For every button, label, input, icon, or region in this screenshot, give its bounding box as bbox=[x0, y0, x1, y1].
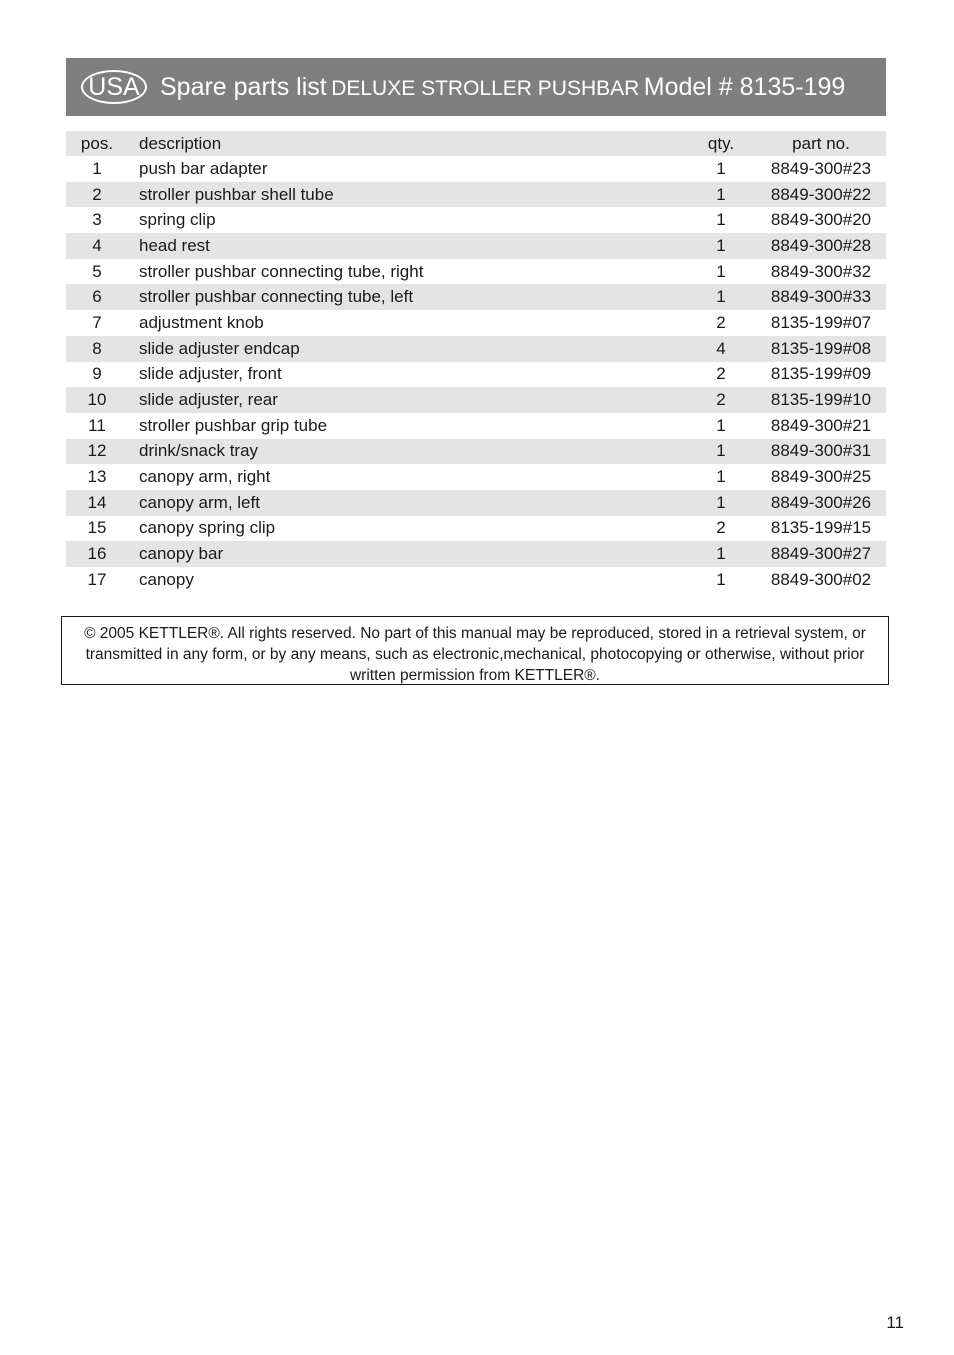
table-row bbox=[66, 516, 886, 542]
cell-qty: 2 bbox=[686, 387, 756, 413]
cell-part-no: 8135-199#10 bbox=[756, 387, 886, 413]
title-product: DELUXE STROLLER PUSHBAR bbox=[331, 76, 640, 100]
title-model: Model # 8135-199 bbox=[643, 72, 846, 101]
parts-table-body bbox=[66, 156, 886, 593]
cell-description: push bar adapter bbox=[139, 158, 268, 178]
cell-qty: 2 bbox=[716, 312, 726, 332]
cell-description: stroller pushbar shell tube bbox=[128, 182, 686, 208]
cell-part-no: 8849-300#23 bbox=[770, 158, 872, 178]
cell-qty: 1 bbox=[686, 233, 756, 259]
cell-description: adjustment knob bbox=[139, 312, 264, 332]
cell-part-no: 8849-300#02 bbox=[770, 569, 872, 589]
cell-pos: 7 bbox=[92, 312, 102, 332]
cell-part-no: 8135-199#07 bbox=[770, 312, 872, 332]
cell-qty: 1 bbox=[716, 467, 726, 487]
cell-part-no: 8849-300#21 bbox=[770, 415, 872, 435]
cell-qty: 2 bbox=[716, 518, 726, 538]
cell-pos: 9 bbox=[92, 364, 102, 384]
cell-qty: 1 bbox=[716, 415, 726, 435]
table-row bbox=[66, 490, 886, 516]
cell-pos: 15 bbox=[87, 518, 107, 538]
title-main: Spare parts list bbox=[160, 72, 327, 101]
table-row bbox=[66, 233, 886, 259]
cell-part-no: 8849-300#31 bbox=[756, 439, 886, 465]
country-badge: USA bbox=[81, 70, 147, 104]
table-row bbox=[66, 439, 886, 465]
cell-qty: 1 bbox=[686, 284, 756, 310]
cell-pos: 13 bbox=[87, 467, 107, 487]
cell-part-no: 8849-300#25 bbox=[770, 467, 872, 487]
cell-qty: 1 bbox=[686, 439, 756, 465]
cell-description: canopy spring clip bbox=[139, 518, 276, 538]
cell-pos: 2 bbox=[66, 182, 128, 208]
table-row bbox=[66, 567, 886, 593]
table-row bbox=[66, 387, 886, 413]
cell-description: spring clip bbox=[139, 210, 216, 230]
cell-pos: 6 bbox=[66, 284, 128, 310]
cell-description: stroller pushbar connecting tube, left bbox=[128, 284, 686, 310]
cell-pos: 14 bbox=[66, 490, 128, 516]
cell-qty: 1 bbox=[716, 210, 726, 230]
table-row bbox=[66, 464, 886, 490]
cell-pos: 4 bbox=[66, 233, 128, 259]
cell-part-no: 8849-300#27 bbox=[756, 541, 886, 567]
cell-description: canopy arm, right bbox=[139, 467, 271, 487]
cell-part-no: 8849-300#22 bbox=[756, 182, 886, 208]
cell-pos: 10 bbox=[66, 387, 128, 413]
cell-pos: 1 bbox=[92, 158, 102, 178]
table-row bbox=[66, 413, 886, 439]
cell-qty: 2 bbox=[716, 364, 726, 384]
cell-description: stroller pushbar grip tube bbox=[139, 415, 328, 435]
column-header-part-no: part no. bbox=[756, 131, 886, 156]
table-header-row bbox=[66, 131, 886, 156]
table-row bbox=[66, 207, 886, 233]
cell-description: slide adjuster, front bbox=[139, 364, 282, 384]
column-header-pos: pos. bbox=[66, 131, 128, 156]
cell-pos: 11 bbox=[88, 415, 106, 435]
cell-description: canopy bar bbox=[128, 541, 686, 567]
cell-pos: 16 bbox=[66, 541, 128, 567]
cell-pos: 8 bbox=[66, 336, 128, 362]
table-row bbox=[66, 310, 886, 336]
cell-part-no: 8849-300#33 bbox=[756, 284, 886, 310]
cell-description: canopy bbox=[139, 569, 194, 589]
table-row bbox=[66, 182, 886, 208]
table-row bbox=[66, 362, 886, 388]
table-row bbox=[66, 156, 886, 182]
cell-part-no: 8849-300#28 bbox=[756, 233, 886, 259]
cell-qty: 1 bbox=[686, 541, 756, 567]
table-row bbox=[66, 541, 886, 567]
column-header-qty: qty. bbox=[686, 131, 756, 156]
cell-description: stroller pushbar connecting tube, right bbox=[139, 261, 424, 281]
table-row bbox=[66, 259, 886, 285]
cell-pos: 12 bbox=[66, 439, 128, 465]
cell-part-no: 8135-199#08 bbox=[756, 336, 886, 362]
cell-part-no: 8849-300#26 bbox=[756, 490, 886, 516]
page-number: 11 bbox=[886, 1313, 904, 1332]
column-header-description: description bbox=[128, 131, 686, 156]
cell-qty: 1 bbox=[686, 490, 756, 516]
parts-table bbox=[66, 131, 886, 593]
copyright-notice: © 2005 KETTLER®. All rights reserved. No part of this manual may be reproduced, stored in a retrieval system, or transmitted in any form, or by any means, such as electronic,mechanical, photocopying or otherwise, without prior written permission from KETTLER®. bbox=[61, 616, 889, 685]
cell-pos: 5 bbox=[92, 261, 102, 281]
cell-part-no: 8135-199#09 bbox=[770, 364, 872, 384]
cell-description: head rest bbox=[128, 233, 686, 259]
cell-qty: 1 bbox=[686, 182, 756, 208]
cell-qty: 1 bbox=[716, 261, 726, 281]
title-bar bbox=[66, 58, 886, 116]
cell-description: slide adjuster endcap bbox=[128, 336, 686, 362]
cell-qty: 1 bbox=[716, 158, 726, 178]
table-row bbox=[66, 284, 886, 310]
cell-qty: 4 bbox=[686, 336, 756, 362]
page-title bbox=[160, 73, 845, 102]
cell-description: drink/snack tray bbox=[128, 439, 686, 465]
cell-part-no: 8849-300#20 bbox=[770, 210, 872, 230]
cell-qty: 1 bbox=[716, 569, 726, 589]
cell-part-no: 8849-300#32 bbox=[770, 261, 872, 281]
cell-description: canopy arm, left bbox=[128, 490, 686, 516]
table-row bbox=[66, 336, 886, 362]
cell-pos: 17 bbox=[87, 569, 107, 589]
cell-part-no: 8135-199#15 bbox=[770, 518, 872, 538]
cell-description: slide adjuster, rear bbox=[128, 387, 686, 413]
cell-pos: 3 bbox=[92, 210, 102, 230]
